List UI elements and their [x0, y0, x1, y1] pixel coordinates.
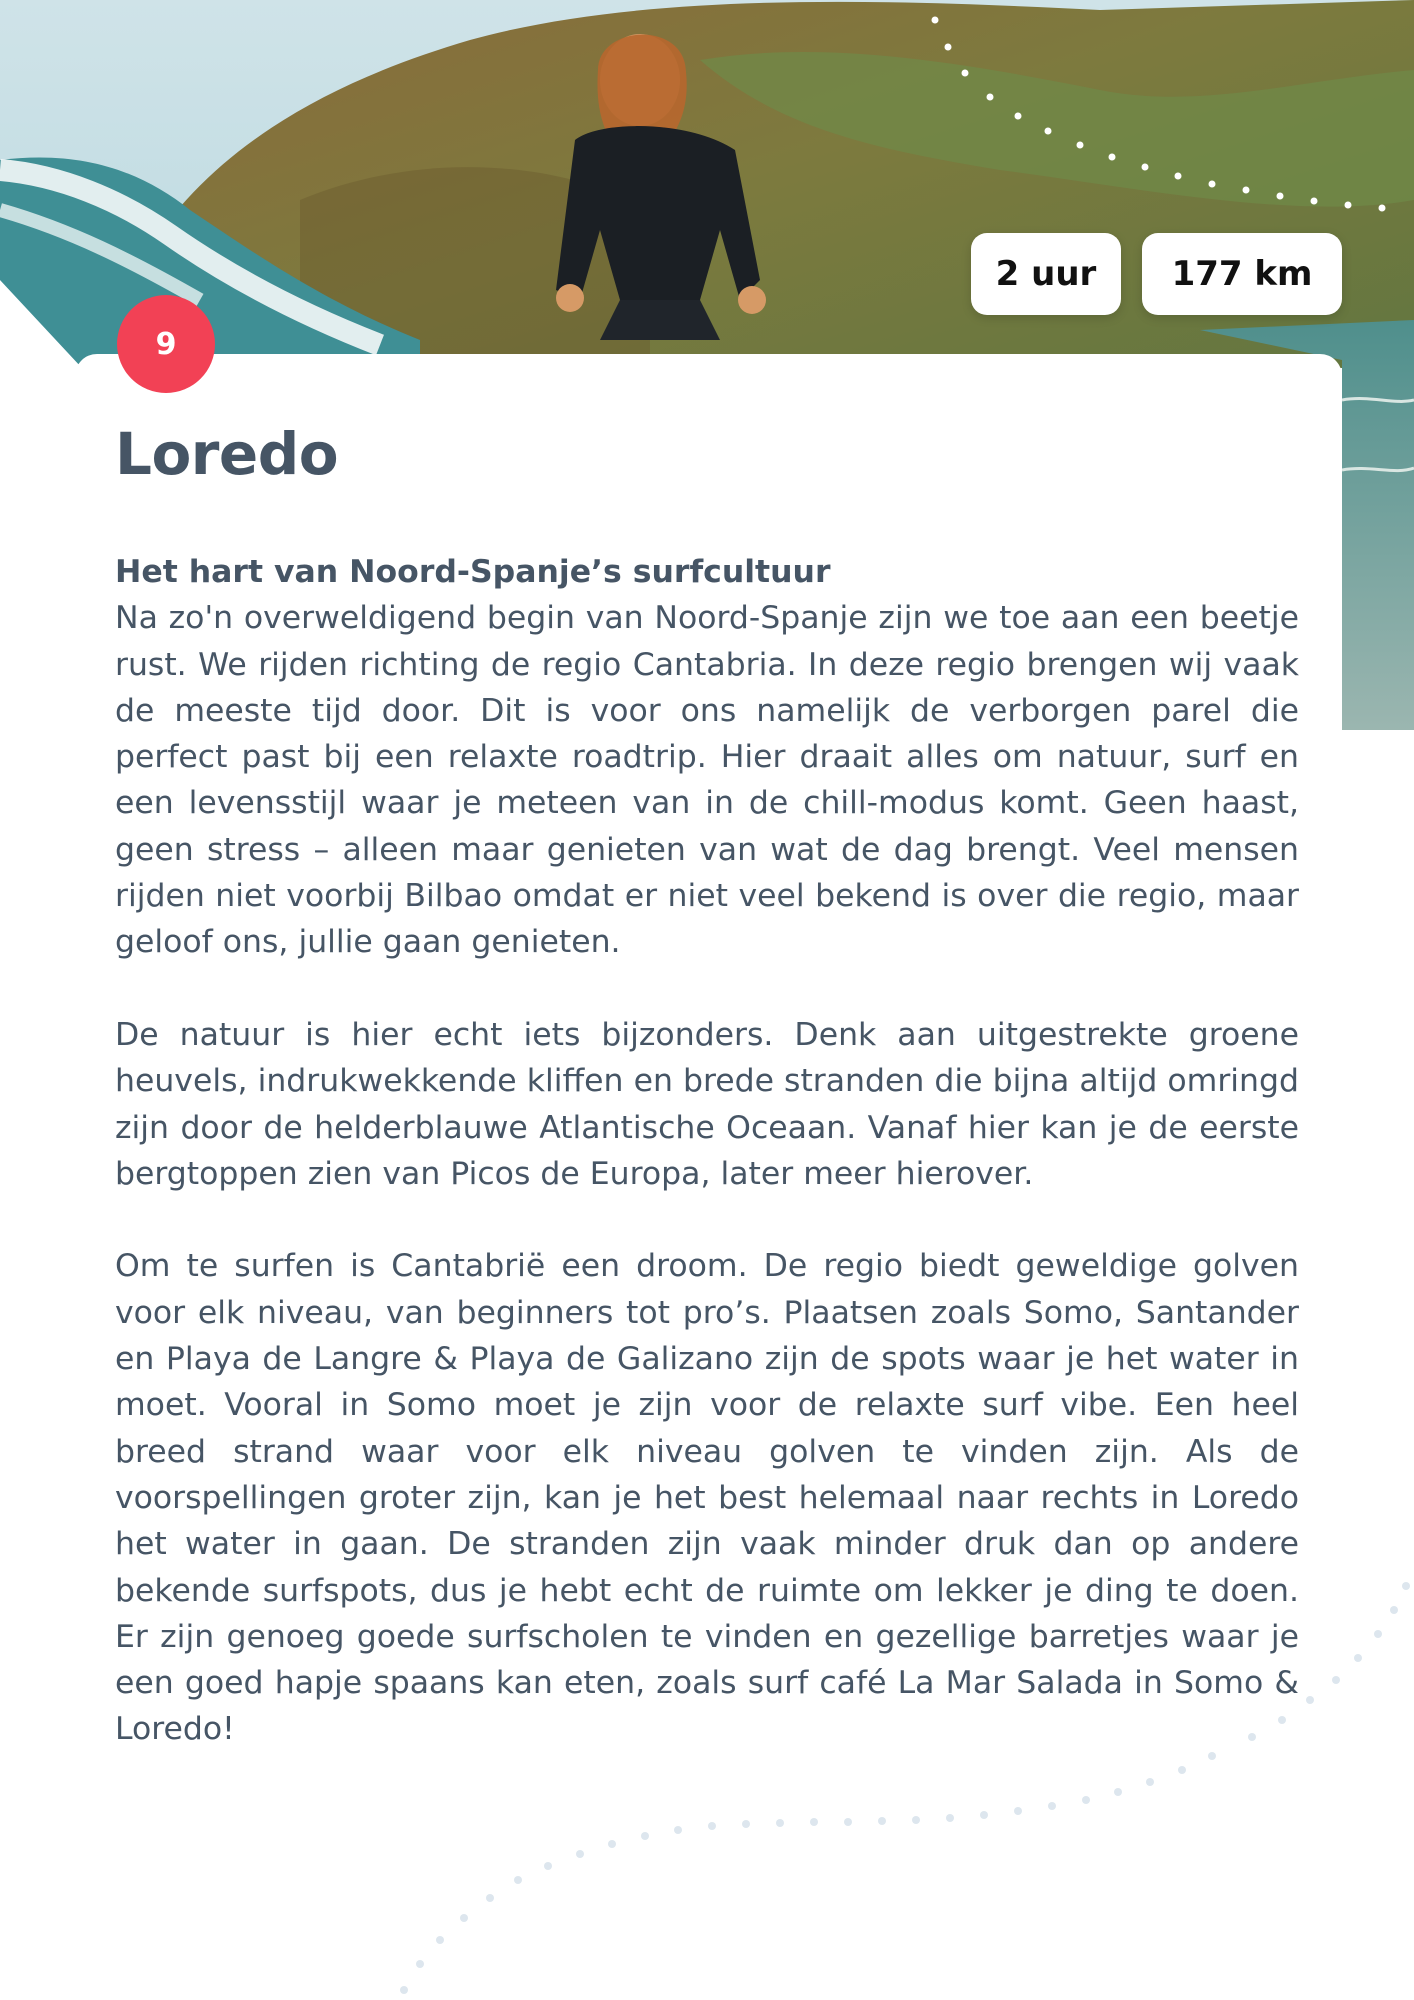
step-number: 9 [155, 326, 177, 362]
paragraph-intro: Na zo'n overweldigend begin van Noord-Spanje zijn we toe aan een beetje rust. We rijden richting de regio Cantabria. In deze regio brengen wij vaak de meeste tijd door. Dit is voor ons namelijk de verborgen parel die perfect past bij een relaxte roadtrip. Hier draait alles om natuur, surf en een levensstijl waar je meteen van in de chill-modus komt. Geen haast, geen stress – alleen maar genieten van wat de dag brengt. Veel mensen rijden niet voorbij Bilbao omdat er niet veel bekend is over die regio, maar geloof ons, jullie gaan genieten. [115, 600, 1299, 961]
step-number-badge [117, 295, 215, 393]
distance-badge [1142, 233, 1342, 315]
paragraph-surf: Om te surfen is Cantabrië een droom. De regio biedt geweldige golven voor elk niveau, van beginners tot pro’s. Plaatsen zoals Somo, Santander en Playa de Langre & Playa de Galizano zijn de spots waar je het water in moet. Vooral in Somo moet je zijn voor de relaxte surf vibe. Een heel breed strand waar voor elk niveau golven te vinden zijn. Als de voorspellingen groter zijn, kan je het best helemaal naar rechts in Loredo het water in gaan. De stranden zijn vaak minder druk dan op andere bekende surfspots, dus je hebt echt de ruimte om lekker je ding te doen. Er zijn genoeg goede surfscholen te vinden en gezellige barretjes waar je een goed hapje spaans kan eten, zoals surf café La Mar Salada in Somo & Loredo! [115, 1248, 1299, 1748]
duration-badge [971, 233, 1121, 315]
duration-label: 2 uur [995, 254, 1097, 294]
article-subtitle: Het hart van Noord-Spanje’s surfcultuur [115, 554, 831, 590]
paragraph-nature: De natuur is hier echt iets bijzonders. Denk aan uitgestrekte groene heuvels, indrukwekkende kliffen en brede stranden die bijna altijd omringd zijn door de helderblauwe Atlantische Oceaan. Vanaf hier kan je de eerste bergtoppen zien van Picos de Europa, later meer hierover. [115, 1016, 1299, 1192]
distance-label: 177 km [1171, 254, 1313, 294]
page-title: Loredo [115, 420, 339, 488]
article-body [115, 549, 1299, 1799]
